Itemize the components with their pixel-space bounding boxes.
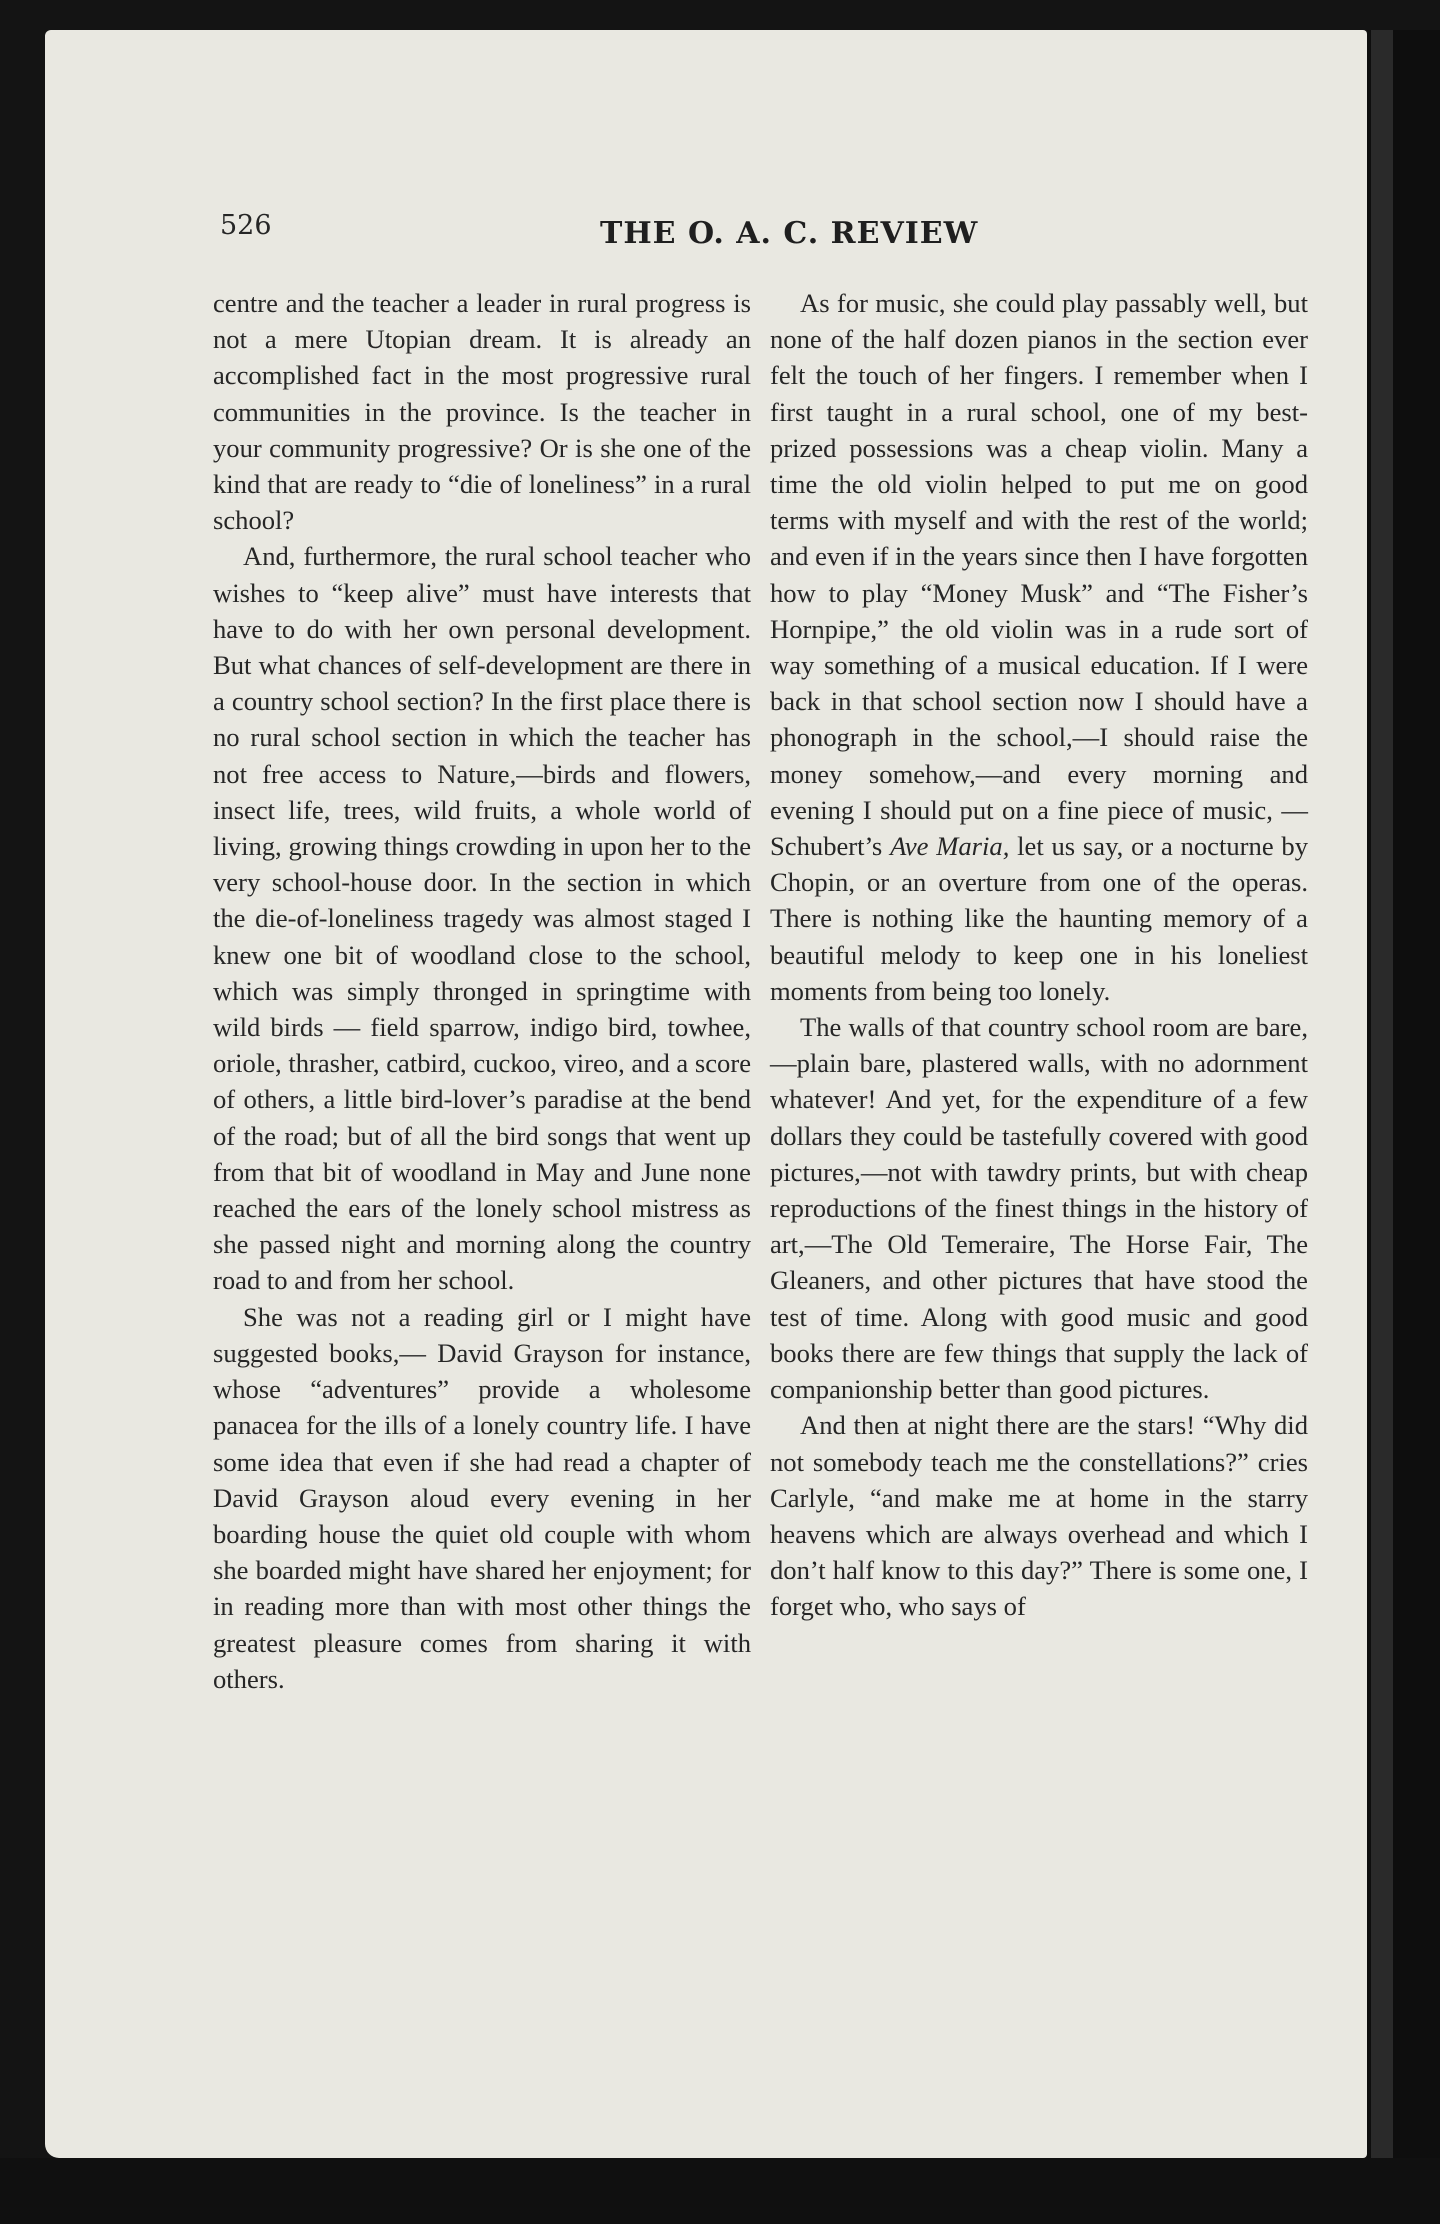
paragraph: And then at night there are the stars! “Why did not somebody teach me the constellations?” cries Carlyle, “and make me at home in the starry heavens which are always overhead and which I don’t half know to this day?” There is some one, I forget who, who says of bbox=[770, 1410, 1308, 1622]
paragraph bbox=[770, 285, 1308, 1009]
page-edge-highlight bbox=[1371, 30, 1393, 2158]
paragraph: centre and the teacher a leader in rural progress is not a mere Utopian dream. It is already an accomplished fact in the most progressive rural communities in the province. Is the teacher in your community progressive? Or is she one of the kind that are ready to “die of loneliness” in a rural school? bbox=[213, 288, 751, 536]
scan-bottom-shadow bbox=[0, 2158, 1440, 2224]
magazine-page bbox=[45, 30, 1367, 2158]
paragraph: The walls of that country school room are bare,—plain bare, plastered walls, with no adornment whatever! And yet, for the expenditure of a few dollars they could be tastefully covered with good pictures,—not with tawdry prints, but with cheap reproductions of the finest things in the history of art,—The Old Temeraire, The Horse Fair, The Gleaners, and other pictures that have stood the test of time. Along with good music and good books there are few things that supply the lack of companionship better than good pictures. bbox=[770, 1012, 1308, 1405]
paragraph-text: let us say, or a nocturne by Chopin, or an overture from one of the operas. There is nothing like the haunting memory of a beautiful melody to keep one in his loneliest moments from being too lonely. bbox=[770, 831, 1308, 1006]
page-number: 526 bbox=[220, 210, 272, 241]
italic-title: Ave Maria, bbox=[890, 831, 1010, 862]
left-text-column bbox=[213, 285, 751, 1697]
paragraph: And, furthermore, the rural school teacher who wishes to “keep alive” must have interests that have to do with her own personal development. But what chances of self-development are there in a country school section? In the first place there is no rural school section in which the teacher has not free access to Nature,—birds and flowers, insect life, trees, wild fruits, a whole world of living, growing things crowding in upon her to the very school-house door. In the section in which the die-of-loneliness tragedy was almost staged I knew one bit of woodland close to the school, which was simply thronged in springtime with wild birds — field sparrow, indigo bird, towhee, oriole, thrasher, catbird, cuckoo, vireo, and a score of others, a little bird-lover’s paradise at the bend of the road; but of all the bird songs that went up from that bit of woodland in May and June none reached the ears of the lonely school mistress as she passed night and morning along the country road to and from her school. bbox=[213, 541, 751, 1296]
paragraph-text: As for music, she could play passably well, but none of the half dozen pianos in the section ever felt the touch of her fingers. I remember when I first taught in a rural school, one of my best-prized possessions was a cheap violin. Many a time the old violin helped to put me on good terms with myself and with the rest of the world; and even if in the years since then I have forgotten how to play “Money Musk” and “The Fisher’s Hornpipe,” the old violin was in a rude sort of way something of a musical education. If I were back in that school section now I should have a phonograph in the school,—I should raise the money somehow,—and every morning and evening I should put on a fine piece of music, — Schubert’s bbox=[770, 288, 1308, 862]
running-title: THE O. A. C. REVIEW bbox=[600, 216, 979, 251]
paragraph: She was not a reading girl or I might have suggested books,— David Grayson for instance, whose “adventures” provide a wholesome panacea for the ills of a lonely country life. I have some idea that even if she had read a chapter of David Grayson aloud every evening in her boarding house the quiet old couple with whom she boarded might have shared her enjoyment; for in reading more than with most other things the greatest pleasure comes from sharing it with others. bbox=[213, 1301, 751, 1694]
right-text-column bbox=[770, 285, 1308, 1625]
adjacent-page-edge bbox=[1367, 30, 1440, 2158]
